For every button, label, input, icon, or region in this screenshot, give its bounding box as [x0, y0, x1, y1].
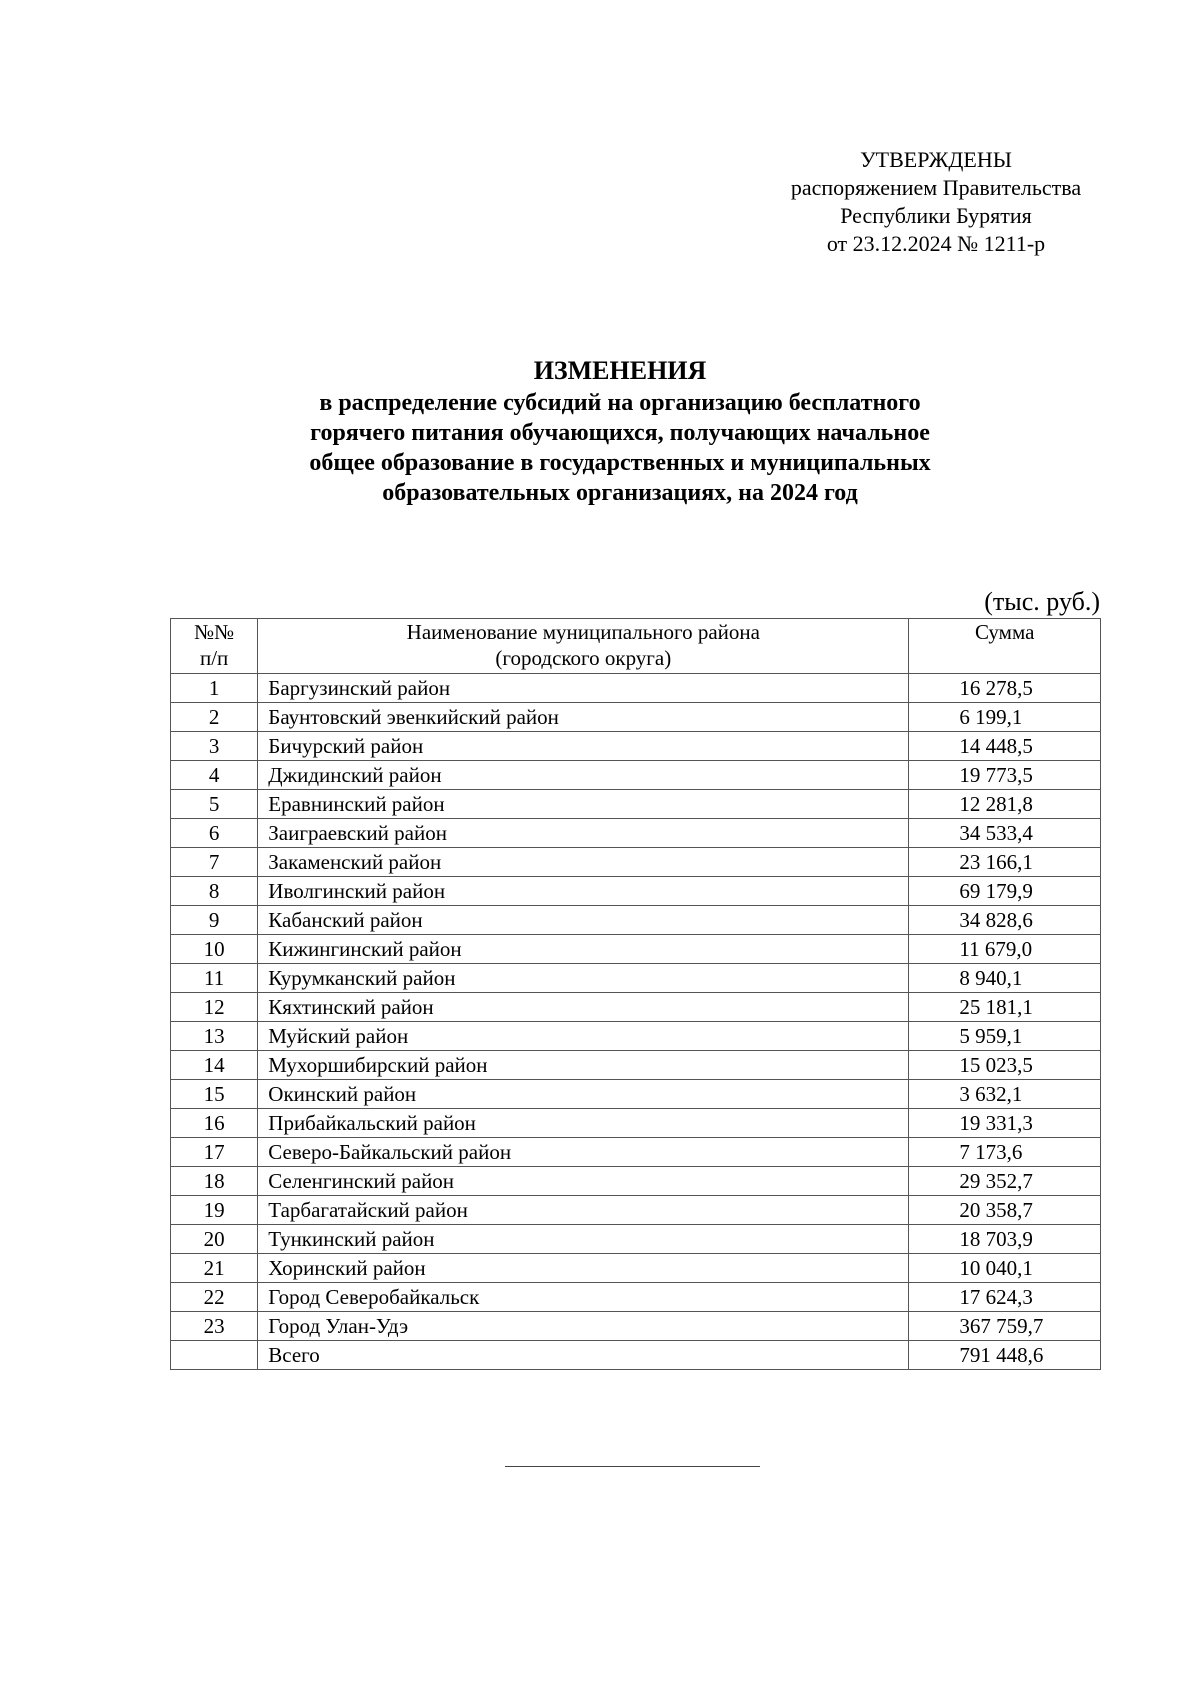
title-heading: ИЗМЕНЕНИЯ	[533, 356, 707, 385]
row-district-name: Баргузинский район	[258, 674, 909, 703]
table-row	[171, 1022, 1101, 1051]
row-number: 20	[171, 1225, 258, 1254]
approval-stamp	[736, 146, 1136, 258]
row-number: 17	[171, 1138, 258, 1167]
row-district-name: Тункинский район	[258, 1225, 909, 1254]
row-number: 13	[171, 1022, 258, 1051]
row-district-name: Город Северобайкальск	[258, 1283, 909, 1312]
row-sum: 69 179,9	[909, 877, 1101, 906]
row-sum: 3 632,1	[909, 1080, 1101, 1109]
title-line-1: в распределение субсидий на организацию бесплатного	[319, 390, 921, 416]
row-number: 12	[171, 993, 258, 1022]
header-number-line1: №№	[194, 620, 235, 644]
table-row	[171, 1312, 1101, 1341]
row-number: 3	[171, 732, 258, 761]
approval-line-approved: УТВЕРЖДЕНЫ	[860, 147, 1012, 172]
table-row	[171, 848, 1101, 877]
document-title	[200, 356, 1040, 508]
row-district-name: Закаменский район	[258, 848, 909, 877]
header-name-line2: (городского округа)	[495, 646, 672, 670]
table-body	[171, 674, 1101, 1370]
row-number: 22	[171, 1283, 258, 1312]
row-sum: 23 166,1	[909, 848, 1101, 877]
table-row	[171, 1167, 1101, 1196]
row-sum: 14 448,5	[909, 732, 1101, 761]
table-row	[171, 1196, 1101, 1225]
row-sum: 16 278,5	[909, 674, 1101, 703]
row-district-name: Иволгинский район	[258, 877, 909, 906]
table-row	[171, 993, 1101, 1022]
approval-line-order: распоряжением Правительства	[790, 175, 1082, 200]
header-name	[258, 619, 909, 674]
row-number: 11	[171, 964, 258, 993]
table-row	[171, 1109, 1101, 1138]
table-row	[171, 1283, 1101, 1312]
row-sum: 29 352,7	[909, 1167, 1101, 1196]
table-row	[171, 964, 1101, 993]
table-row	[171, 732, 1101, 761]
units-label: (тыс. руб.)	[984, 587, 1100, 616]
table-row	[171, 1051, 1101, 1080]
total-row	[171, 1341, 1101, 1370]
row-district-name: Хоринский район	[258, 1254, 909, 1283]
row-sum: 17 624,3	[909, 1283, 1101, 1312]
row-sum: 367 759,7	[909, 1312, 1101, 1341]
row-sum: 34 533,4	[909, 819, 1101, 848]
row-sum: 19 331,3	[909, 1109, 1101, 1138]
row-sum: 8 940,1	[909, 964, 1101, 993]
row-district-name: Кяхтинский район	[258, 993, 909, 1022]
title-line-2: горячего питания обучающихся, получающих начальное	[310, 420, 930, 446]
header-sum: Сумма	[909, 619, 1101, 674]
total-number	[171, 1341, 258, 1370]
row-number: 7	[171, 848, 258, 877]
row-sum: 34 828,6	[909, 906, 1101, 935]
row-number: 6	[171, 819, 258, 848]
table-row	[171, 935, 1101, 964]
row-number: 10	[171, 935, 258, 964]
row-district-name: Прибайкальский район	[258, 1109, 909, 1138]
row-sum: 20 358,7	[909, 1196, 1101, 1225]
row-number: 14	[171, 1051, 258, 1080]
header-number	[171, 619, 258, 674]
table-row	[171, 1080, 1101, 1109]
row-sum: 7 173,6	[909, 1138, 1101, 1167]
row-district-name: Кабанский район	[258, 906, 909, 935]
approval-line-republic: Республики Бурятия	[840, 203, 1032, 228]
row-number: 18	[171, 1167, 258, 1196]
title-line-4: образовательных организациях, на 2024 год	[382, 480, 858, 506]
row-district-name: Заиграевский район	[258, 819, 909, 848]
row-district-name: Город Улан-Удэ	[258, 1312, 909, 1341]
table-row	[171, 674, 1101, 703]
row-sum: 5 959,1	[909, 1022, 1101, 1051]
row-number: 15	[171, 1080, 258, 1109]
row-number: 9	[171, 906, 258, 935]
table-row	[171, 1138, 1101, 1167]
table-header-row	[171, 619, 1101, 674]
row-district-name: Тарбагатайский район	[258, 1196, 909, 1225]
title-line-3: общее образование в государственных и муниципальных	[309, 450, 931, 476]
row-district-name: Джидинский район	[258, 761, 909, 790]
row-district-name: Окинский район	[258, 1080, 909, 1109]
row-district-name: Селенгинский район	[258, 1167, 909, 1196]
row-sum: 18 703,9	[909, 1225, 1101, 1254]
total-label: Всего	[258, 1341, 909, 1370]
row-sum: 25 181,1	[909, 993, 1101, 1022]
row-district-name: Курумканский район	[258, 964, 909, 993]
row-sum: 11 679,0	[909, 935, 1101, 964]
footer-separator	[505, 1466, 760, 1467]
row-district-name: Мухоршибирский район	[258, 1051, 909, 1080]
row-number: 1	[171, 674, 258, 703]
header-number-line2: п/п	[199, 646, 229, 670]
table-row	[171, 1225, 1101, 1254]
total-sum: 791 448,6	[909, 1341, 1101, 1370]
row-number: 21	[171, 1254, 258, 1283]
table-row	[171, 877, 1101, 906]
table-row	[171, 819, 1101, 848]
row-sum: 19 773,5	[909, 761, 1101, 790]
row-number: 19	[171, 1196, 258, 1225]
row-district-name: Еравнинский район	[258, 790, 909, 819]
table-row	[171, 761, 1101, 790]
row-number: 2	[171, 703, 258, 732]
row-district-name: Муйский район	[258, 1022, 909, 1051]
row-district-name: Кижингинский район	[258, 935, 909, 964]
approval-line-date-number: от 23.12.2024 № 1211-р	[826, 231, 1046, 256]
table-row	[171, 906, 1101, 935]
row-district-name: Баунтовский эвенкийский район	[258, 703, 909, 732]
row-number: 16	[171, 1109, 258, 1138]
subsidy-table	[170, 618, 1101, 1370]
table-row	[171, 790, 1101, 819]
row-district-name: Бичурский район	[258, 732, 909, 761]
row-sum: 15 023,5	[909, 1051, 1101, 1080]
row-sum: 12 281,8	[909, 790, 1101, 819]
table-row	[171, 1254, 1101, 1283]
table-row	[171, 703, 1101, 732]
row-district-name: Северо-Байкальский район	[258, 1138, 909, 1167]
row-sum: 6 199,1	[909, 703, 1101, 732]
row-number: 23	[171, 1312, 258, 1341]
header-name-line1: Наименование муниципального района	[406, 620, 760, 644]
row-number: 8	[171, 877, 258, 906]
row-number: 5	[171, 790, 258, 819]
row-sum: 10 040,1	[909, 1254, 1101, 1283]
row-number: 4	[171, 761, 258, 790]
